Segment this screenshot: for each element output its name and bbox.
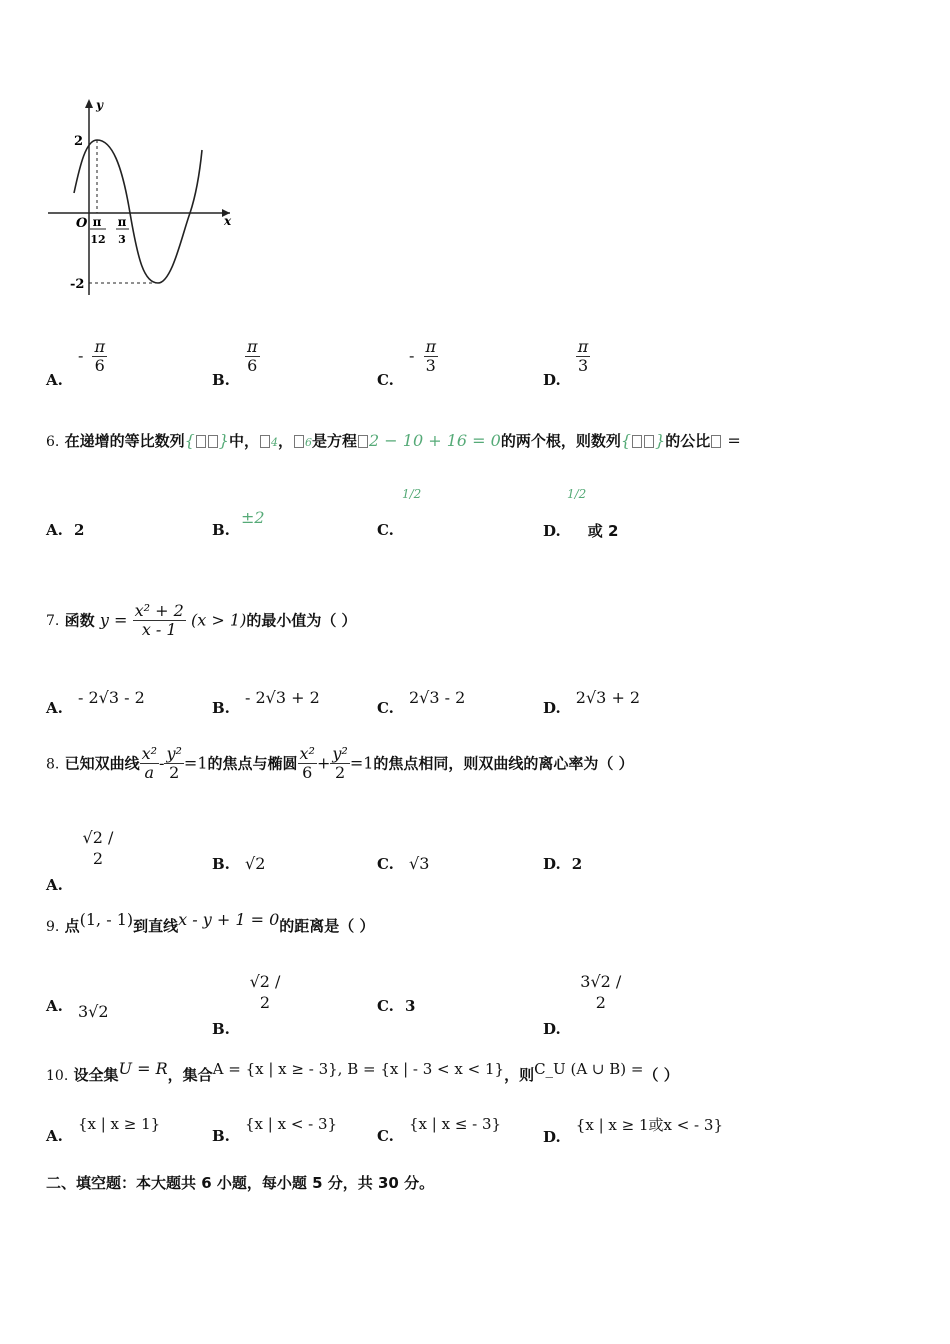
q6-eq-glyph	[358, 435, 368, 448]
q7-option-a[interactable]: A. - 2√3 - 2	[46, 688, 145, 717]
q7-stem: 7. 函数 y = $\frac{\text{x² + 2}}{x - 1}$ (x > 1)的最小值为（ ）	[46, 601, 357, 640]
q8-ell-frac2: $\frac{\text{y²}}{2}$	[332, 744, 348, 783]
q9-option-a[interactable]: A. 3√2	[46, 997, 109, 1021]
q8-stem: 8. 已知双曲线 $\frac{\text{x²}}{a}$ - $\frac{\text{y²}}{2}$ =1的焦点与椭圆 $\frac{\text{x²}}{6}$ + $\frac{\text{y²}}{2}$ =1的焦点相同，则双曲线的离心率为（ ）	[46, 744, 634, 783]
sine-graph	[40, 95, 240, 305]
x-axis-label: x	[224, 214, 232, 228]
q6-a4-glyph	[260, 435, 270, 448]
q6-a6-glyph	[294, 435, 304, 448]
q10-option-c[interactable]: C. {x | x ≤ - 3}	[377, 1115, 502, 1145]
tick1-num: π	[92, 215, 102, 229]
q8-option-d[interactable]: D. 2	[543, 855, 583, 873]
q5-option-c[interactable]: C. - $\frac{\pi}{3}$	[377, 337, 437, 390]
y-axis-arrow	[85, 99, 93, 108]
origin-label: O	[76, 216, 88, 231]
q6-option-b[interactable]: B. ±2	[212, 508, 265, 539]
q8-ell-frac1: $\frac{\text{x²}}{6}$	[299, 744, 315, 783]
q5-d-frac: $\frac{\pi}{3}$	[577, 337, 589, 376]
q8-hyp-frac1: $\frac{\text{x²}}{a}$	[141, 744, 158, 783]
q7-option-b[interactable]: B. - 2√3 + 2	[212, 688, 320, 717]
q10-option-a[interactable]: A. {x | x ≥ 1}	[46, 1115, 161, 1145]
q10-option-b[interactable]: B. {x | x < - 3}	[212, 1115, 338, 1145]
q8-option-a[interactable]: A. √2 / 2	[46, 828, 114, 894]
q6-seq-glyph: { }	[184, 431, 229, 450]
tick2-num: π	[117, 215, 127, 229]
sine-curve	[74, 140, 202, 283]
section-heading: 二、填空题：本大题共 6 小题，每小题 5 分，共 30 分。	[46, 1174, 435, 1192]
q5-option-d[interactable]: D. $\frac{\pi}{3}$	[543, 337, 589, 390]
q6-q-glyph	[711, 435, 721, 448]
q9-option-c[interactable]: C. 3	[377, 997, 416, 1015]
q7-option-d[interactable]: D. 2√3 + 2	[543, 688, 641, 717]
q6-option-d[interactable]: D. 或 2	[543, 522, 619, 540]
q9-option-b[interactable]: B. √2 / 2	[212, 972, 281, 1038]
q5-c-frac: $\frac{\pi}{3}$	[425, 337, 437, 376]
q5-option-a[interactable]: A. - $\frac{\pi}{6}$	[46, 337, 105, 390]
q7-option-c[interactable]: C. 2√3 - 2	[377, 688, 466, 717]
q6-seq-glyph-2: { }	[620, 431, 666, 450]
y-axis-label: y	[96, 98, 103, 112]
q8-option-b[interactable]: B. √2	[212, 854, 266, 873]
tick2-den: 3	[118, 233, 126, 246]
q5-b-frac: $\frac{\pi}{6}$	[247, 337, 258, 376]
tick1-den: 12	[90, 233, 106, 246]
q7-frac: $\frac{\text{x² + 2}}{x - 1}$	[134, 601, 184, 640]
q9-stem: 9. 点(1, - 1)到直线x - y + 1 = 0的距离是（ ）	[46, 910, 375, 935]
q5-a-frac: $\frac{\pi}{6}$	[94, 337, 105, 376]
q9-option-d[interactable]: D. 3√2 / 2	[543, 972, 622, 1038]
q6-d-frac: 1/2	[567, 487, 587, 501]
y-max-label: 2	[74, 134, 84, 149]
q10-option-d[interactable]: D. {x | x ≥ 1或x < - 3}	[543, 1116, 723, 1146]
q8-hyp-frac2: $\frac{\text{y²}}{2}$	[166, 744, 182, 783]
q5-option-b[interactable]: B. $\frac{\pi}{6}$	[212, 337, 258, 390]
y-min-label: -2	[70, 277, 85, 292]
q6-stem: 6. 在递增的等比数列{ }中， 4， 6是方程 2 − 10 + 16 = 0的两个根，则数列{ }的公比 =	[46, 431, 741, 450]
q8-option-c[interactable]: C. √3	[377, 854, 430, 873]
q6-c-frac: 1/2	[402, 487, 422, 501]
q10-stem: 10. 设全集U = R，集合A = {x | x ≥ - 3}, B = {x | - 3 < x < 1}，则C_U (A ∪ B) =（ ）	[46, 1059, 679, 1084]
q6-option-a[interactable]: A. 2	[46, 521, 85, 539]
q6-option-c[interactable]: C.	[377, 521, 394, 539]
